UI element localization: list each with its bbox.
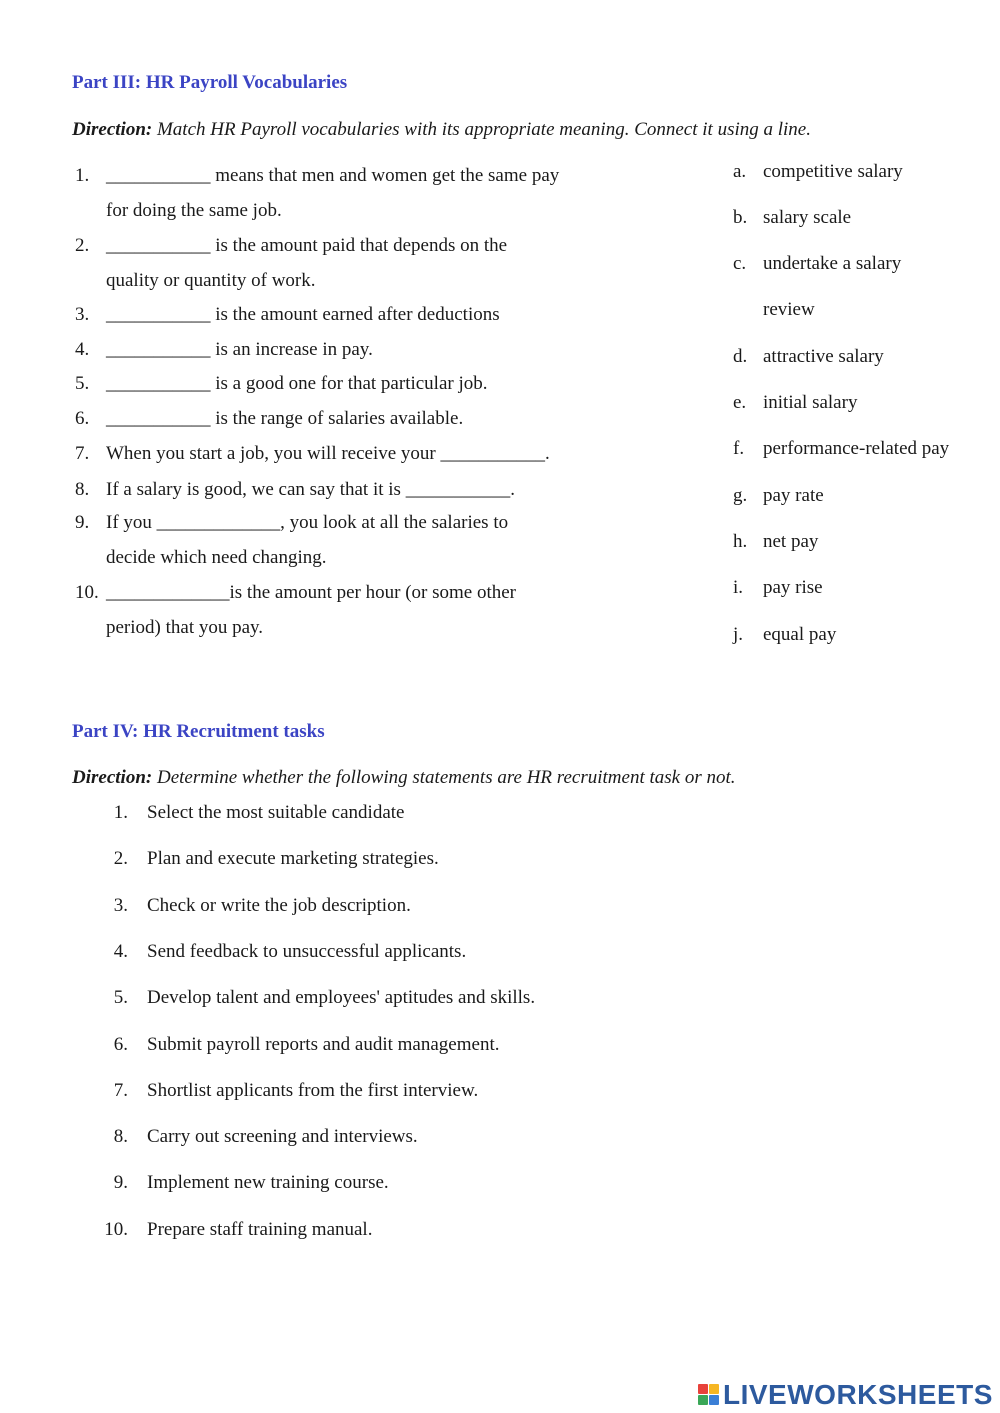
option-text: pay rate: [763, 485, 824, 506]
option-letter: g.: [733, 485, 748, 506]
option-text: net pay: [763, 531, 819, 552]
option-letter: h.: [733, 531, 748, 552]
option-letter: f.: [733, 438, 745, 459]
question-text: If a salary is good, we can say that it is ___________.: [106, 479, 515, 500]
task-number: 1.: [113, 802, 128, 823]
question-number: 10.: [75, 582, 99, 603]
task-text: Check or write the job description.: [147, 894, 411, 916]
question-text: ___________ means that men and women get the same pay: [106, 165, 560, 186]
task-text: Implement new training course.: [147, 1172, 389, 1194]
question-number: 7.: [75, 443, 90, 464]
part4-direction: [72, 767, 736, 789]
question-text: ___________ is the amount paid that depends on the: [106, 235, 508, 256]
option-letter: d.: [733, 346, 748, 367]
task-number: 3.: [113, 894, 128, 916]
option-text: pay rise: [763, 577, 823, 598]
logo-grid-icon: [698, 1384, 720, 1406]
question-text: _____________is the amount per hour (or some other: [106, 582, 517, 603]
task-text: Submit payroll reports and audit management.: [147, 1033, 500, 1055]
question-text: ___________ is an increase in pay.: [106, 339, 373, 360]
task-number: 6.: [113, 1033, 128, 1055]
question-number: 2.: [75, 235, 90, 256]
task-text: Shortlist applicants from the first interview.: [147, 1079, 479, 1101]
part3-direction-text: Match HR Payroll vocabularies with its appropriate meaning. Connect it using a line.: [152, 119, 811, 140]
option-text: undertake a salary: [763, 253, 902, 274]
option-letter: e.: [733, 392, 747, 413]
question-text: quality or quantity of work.: [106, 270, 316, 291]
option-text: equal pay: [763, 624, 837, 645]
option-text: attractive salary: [763, 346, 884, 367]
part4-direction-text: Determine whether the following statements are HR recruitment task or not.: [152, 767, 736, 788]
task-text: Plan and execute marketing strategies.: [147, 848, 439, 870]
question-text: ___________ is the amount earned after deductions: [106, 304, 500, 325]
task-number: 5.: [113, 987, 128, 1009]
task-text: Select the most suitable candidate: [147, 802, 405, 823]
question-text: period) that you pay.: [106, 617, 264, 638]
question-number: 3.: [75, 304, 90, 325]
task-number: 7.: [113, 1079, 128, 1101]
option-letter: b.: [733, 207, 748, 228]
option-text: initial salary: [763, 392, 858, 413]
question-number: 4.: [75, 339, 90, 360]
option-letter: c.: [733, 253, 747, 274]
option-text: review: [763, 299, 815, 320]
task-text: Send feedback to unsuccessful applicants.: [147, 940, 467, 962]
option-text: performance-related pay: [763, 438, 950, 459]
task-number: 8.: [113, 1126, 128, 1148]
option-letter: i.: [733, 577, 744, 598]
task-text: Carry out screening and interviews.: [147, 1126, 418, 1148]
task-number: 9.: [113, 1172, 128, 1194]
option-letter: a.: [733, 161, 747, 182]
question-text: decide which need changing.: [106, 547, 327, 568]
option-letter: j.: [733, 624, 744, 645]
question-number: 8.: [75, 479, 90, 500]
task-number: 4.: [113, 940, 128, 962]
part3-heading: Part III: HR Payroll Vocabularies: [72, 72, 348, 93]
logo-text: LIVEWORKSHEETS: [723, 1379, 993, 1410]
liveworksheets-logo[interactable]: [698, 1380, 993, 1410]
part3-direction-label: Direction:: [72, 119, 153, 140]
option-text: competitive salary: [763, 161, 903, 182]
task-number: 2.: [113, 848, 128, 870]
question-number: 1.: [75, 165, 90, 186]
question-text: When you start a job, you will receive your ___________.: [106, 443, 550, 464]
part3-direction: [72, 119, 811, 141]
question-number: 5.: [75, 373, 90, 394]
task-text: Develop talent and employees' aptitudes and skills.: [147, 987, 536, 1009]
part4-direction-label: Direction:: [72, 767, 153, 788]
question-text: ___________ is a good one for that particular job.: [106, 373, 488, 394]
question-number: 6.: [75, 408, 90, 429]
task-number: 10.: [104, 1218, 128, 1240]
part4-heading: Part IV: HR Recruitment tasks: [72, 721, 325, 742]
question-text: If you _____________, you look at all the salaries to: [106, 512, 509, 533]
task-text: Prepare staff training manual.: [147, 1218, 373, 1240]
question-number: 9.: [75, 512, 90, 533]
question-text: ___________ is the range of salaries available.: [106, 408, 464, 429]
option-text: salary scale: [763, 207, 852, 228]
question-text: for doing the same job.: [106, 200, 282, 221]
